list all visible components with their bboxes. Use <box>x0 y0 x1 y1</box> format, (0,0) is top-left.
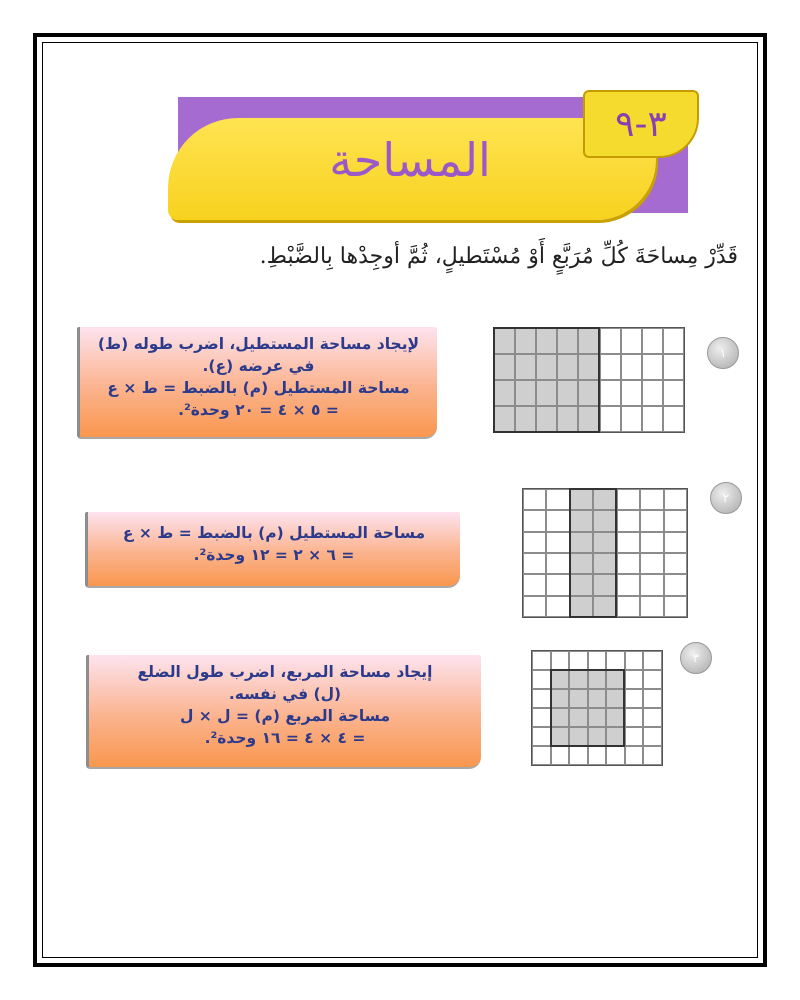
grid-cell <box>494 406 515 432</box>
grid-cell <box>663 380 684 406</box>
answer-line: مساحة المستطيل (م) بالضبط = ط × ع <box>122 524 426 542</box>
grid-cell <box>625 651 644 670</box>
problem-1-grid <box>493 327 685 433</box>
grid-cell <box>600 380 621 406</box>
answer-line: = ٦ × ٢ = ١٢ وحدة². <box>193 546 355 564</box>
grid-cell <box>536 328 557 354</box>
grid-cell <box>640 510 663 531</box>
grid-cell <box>606 689 625 708</box>
grid-cell <box>546 596 569 617</box>
grid-cell <box>643 651 662 670</box>
lesson-number-badge: ٣-٩ <box>583 90 699 158</box>
grid-cell <box>593 532 616 553</box>
grid-cell <box>600 328 621 354</box>
grid-cell <box>643 689 662 708</box>
grid-cell <box>588 670 607 689</box>
answer-line: = ٥ × ٤ = ٢٠ وحدة². <box>178 401 339 419</box>
grid-cell <box>532 689 551 708</box>
grid-cell <box>588 727 607 746</box>
grid-cell <box>606 670 625 689</box>
grid-cell <box>664 489 687 510</box>
grid-cell <box>663 354 684 380</box>
grid-cell <box>643 746 662 765</box>
grid-cell <box>642 406 663 432</box>
grid-cell <box>664 574 687 595</box>
problem-1-answer-box <box>77 327 437 439</box>
grid-cell <box>664 510 687 531</box>
grid-cell <box>621 354 642 380</box>
grid-cell <box>642 380 663 406</box>
grid-cell <box>588 651 607 670</box>
grid-cell <box>569 670 588 689</box>
problem-3-answer-box <box>86 655 481 769</box>
grid-cell <box>536 380 557 406</box>
grid-cell <box>546 532 569 553</box>
grid-cell <box>640 489 663 510</box>
grid-cell <box>593 510 616 531</box>
problem-2-number: ٢ <box>710 482 742 514</box>
grid-cell <box>494 328 515 354</box>
grid-cell <box>570 596 593 617</box>
grid-cell <box>588 708 607 727</box>
grid-cell <box>640 532 663 553</box>
grid-cell <box>523 553 546 574</box>
grid-cell <box>625 689 644 708</box>
answer-line: مساحة المستطيل (م) بالضبط = ط × ع <box>107 379 410 397</box>
grid-cell <box>663 406 684 432</box>
grid-cell <box>515 406 536 432</box>
instruction-text: قَدِّرْ مِساحَةَ كُلِّ مُرَبَّعٍ أَوْ مُسْتَطيلٍ، ثُمَّ أوجِدْها بِالضَّبْطِ. <box>259 244 738 269</box>
grid-cell <box>557 380 578 406</box>
grid-cell <box>617 553 640 574</box>
answer-line: لإيجاد مساحة المستطيل، اضرب طوله (ط) <box>97 335 420 353</box>
grid-cell <box>546 553 569 574</box>
grid-cell <box>664 553 687 574</box>
grid-cell <box>494 354 515 380</box>
answer-line: في عرضه (ع). <box>202 357 315 375</box>
grid-cell <box>570 489 593 510</box>
grid-cell <box>551 670 570 689</box>
grid-cell <box>532 708 551 727</box>
answer-line: إيجاد مساحة المربع، اضرب طول الضلع <box>137 663 433 681</box>
grid-cell <box>617 510 640 531</box>
grid-cell <box>523 532 546 553</box>
grid-cell <box>515 354 536 380</box>
grid-cell <box>546 574 569 595</box>
grid-cell <box>643 727 662 746</box>
problem-2-answer-box <box>85 512 460 588</box>
grid-cell <box>588 746 607 765</box>
grid-cell <box>643 708 662 727</box>
grid-cell <box>569 746 588 765</box>
grid-cell <box>578 406 599 432</box>
grid-cell <box>664 532 687 553</box>
grid-cell <box>570 510 593 531</box>
grid-cell <box>570 574 593 595</box>
grid-cell <box>600 354 621 380</box>
grid-cell <box>617 489 640 510</box>
grid-cell <box>536 354 557 380</box>
grid-cell <box>523 596 546 617</box>
grid-cell <box>532 727 551 746</box>
grid-cell <box>642 328 663 354</box>
grid-cell <box>532 746 551 765</box>
grid-cell <box>578 328 599 354</box>
grid-cell <box>606 727 625 746</box>
grid-cell <box>536 406 557 432</box>
grid-cell <box>532 651 551 670</box>
grid-cell <box>625 670 644 689</box>
grid-cell <box>551 651 570 670</box>
grid-cell <box>600 406 621 432</box>
grid-cell <box>557 406 578 432</box>
grid-cell <box>557 328 578 354</box>
grid-cell <box>617 596 640 617</box>
grid-cell <box>606 746 625 765</box>
grid-cell <box>606 651 625 670</box>
grid-cell <box>640 574 663 595</box>
answer-line: (ل) في نفسه. <box>228 685 342 703</box>
problem-3-grid <box>531 650 663 766</box>
problem-2-grid <box>522 488 688 618</box>
grid-cell <box>551 746 570 765</box>
grid-cell <box>625 746 644 765</box>
grid-cell <box>588 689 607 708</box>
problem-1-number: ١ <box>707 337 739 369</box>
grid-cell <box>640 596 663 617</box>
grid-cell <box>570 532 593 553</box>
grid-cell <box>569 651 588 670</box>
grid-cell <box>515 380 536 406</box>
grid-cell <box>570 553 593 574</box>
lesson-title: المساحة <box>329 133 491 187</box>
grid-cell <box>523 574 546 595</box>
grid-cell <box>643 670 662 689</box>
grid-cell <box>557 354 578 380</box>
grid-cell <box>621 406 642 432</box>
grid-cell <box>621 380 642 406</box>
grid-cell <box>664 596 687 617</box>
grid-cell <box>523 489 546 510</box>
grid-cell <box>593 489 616 510</box>
problem-3-number: ٣ <box>680 642 712 674</box>
grid-cell <box>551 727 570 746</box>
grid-cell <box>593 553 616 574</box>
grid-cell <box>569 727 588 746</box>
grid-cell <box>494 380 515 406</box>
grid-cell <box>546 510 569 531</box>
grid-cell <box>663 328 684 354</box>
grid-cell <box>625 727 644 746</box>
grid-cell <box>551 708 570 727</box>
grid-cell <box>578 380 599 406</box>
answer-line: مساحة المربع (م) = ل × ل <box>179 707 391 725</box>
grid-cell <box>551 689 570 708</box>
grid-cell <box>515 328 536 354</box>
grid-cell <box>617 532 640 553</box>
grid-cell <box>532 670 551 689</box>
grid-cell <box>546 489 569 510</box>
grid-cell <box>593 574 616 595</box>
grid-cell <box>621 328 642 354</box>
grid-cell <box>569 689 588 708</box>
grid-cell <box>640 553 663 574</box>
grid-cell <box>625 708 644 727</box>
grid-cell <box>617 574 640 595</box>
grid-cell <box>523 510 546 531</box>
grid-cell <box>606 708 625 727</box>
answer-line: = ٤ × ٤ = ١٦ وحدة². <box>204 729 366 747</box>
grid-cell <box>578 354 599 380</box>
grid-cell <box>593 596 616 617</box>
grid-cell <box>569 708 588 727</box>
grid-cell <box>642 354 663 380</box>
